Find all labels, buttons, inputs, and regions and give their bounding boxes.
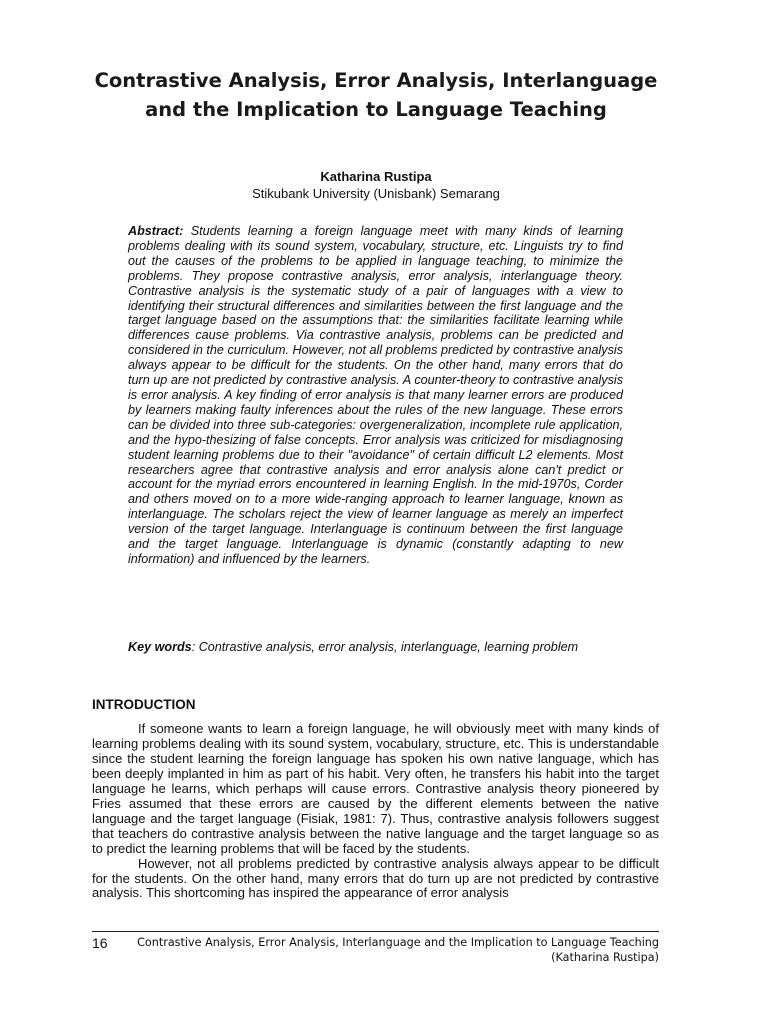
body-paragraph: If someone wants to learn a foreign language, he will obviously meet with many kinds of learning problems dealing with its sound system, vocabulary, structure, etc. This is understandable since the student learning the foreign language has spoken his own native language, which has been deeply implanted in him as part of his habit. Very often, he transfers his habit into the target language he learns, which perhaps will cause errors. Contrastive analysis theory pioneered by Fries assumed that these errors are caused by the different elements between the native language and the target language (Fisiak, 1981: 7). Thus, contrastive analysis followers suggest that teachers do contrastive analysis between the native language and the target language so as to predict the learning problems that will be faced by the students. <box>92 721 659 856</box>
keywords <box>128 640 623 655</box>
abstract-text: Students learning a foreign language meet with many kinds of learning problems dealing with its sound system, vocabulary, structure, etc. Linguists try to find out the causes of the problems to be applied in language teaching, to minimize the problems. They propose contrastive analysis, error analysis, interlanguage theory. Contrastive analysis is the systematic study of a pair of languages with a view to identifying their structural differences and similarities between the first language and the target language based on the assumptions that: the similarities facilitate learning while differences cause problems. Via contrastive analysis, problems can be predicted and considered in the curriculum. However, not all problems predicted by contrastive analysis always appear to be difficult for the students. On the other hand, many errors that do turn up are not predicted by contrastive analysis. A counter-theory to contrastive analysis is error analysis. A key finding of error analysis is that many learner errors are produced by learners making faulty inferences about the rules of the new language. These errors can be divided into three sub-categories: overgeneralization, incomplete rule application, and the hypo-thesizing of false concepts. Error analysis was criticized for misdiagnosing student learning problems due to their "avoidance" of certain difficult L2 elements. Most researchers agree that contrastive analysis and error analysis alone can't predict or account for the myriad errors encountered in learning English. In the mid-1970s, Corder and others moved on to a more wide-ranging approach to learner language, known as interlanguage. The scholars reject the view of learner language as merely an imperfect version of the target language. Interlanguage is continuum between the first language and the target language. Interlanguage is dynamic (constantly adapting to new information) and influenced by the learners. <box>128 224 623 566</box>
body-paragraph: However, not all problems predicted by contrastive analysis always appear to be difficult for the students. On the other hand, many errors that do turn up are not predicted by contrastive analysis. This shortcoming has inspired the appearance of error analysis <box>92 855 659 901</box>
running-title: Contrastive Analysis, Error Analysis, Interlanguage and the Implication to Language Teaching <box>137 936 659 949</box>
abstract-label: Abstract: <box>128 224 184 238</box>
author-affiliation: Stikubank University (Unisbank) Semarang <box>252 186 500 201</box>
author-name: Katharina Rustipa <box>320 169 432 184</box>
introduction-body <box>92 722 659 901</box>
section-heading-introduction: INTRODUCTION <box>92 697 196 712</box>
paper-title: Contrastive Analysis, Error Analysis, Interlanguage and the Implication to Language Teaching <box>94 69 658 121</box>
running-author: (Katharina Rustipa) <box>551 951 659 964</box>
keywords-label: Key words <box>128 640 192 654</box>
footer-divider <box>92 931 659 932</box>
page-number: 16 <box>92 935 108 951</box>
keywords-text: : Contrastive analysis, error analysis, interlanguage, learning problem <box>191 640 579 654</box>
abstract <box>128 224 623 567</box>
